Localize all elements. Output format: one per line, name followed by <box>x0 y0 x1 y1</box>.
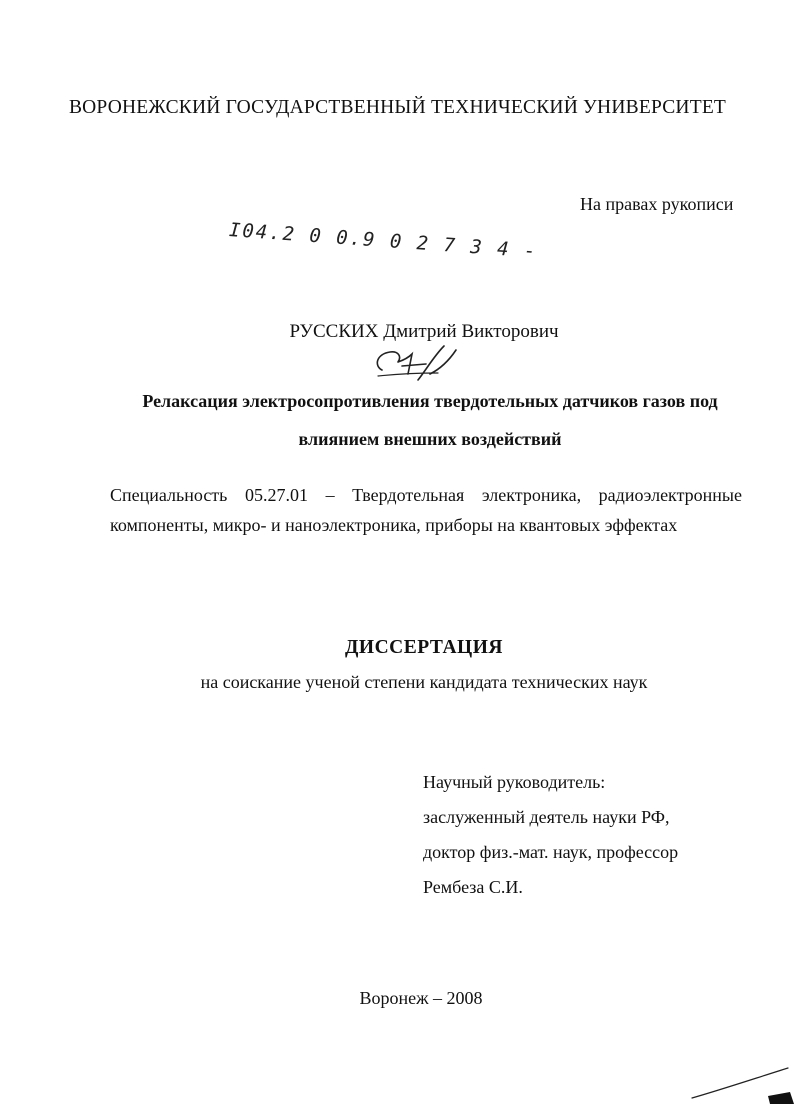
supervisor-name: Рембеза С.И. <box>423 877 523 897</box>
specialty-line-2: компоненты, микро- и наноэлектроника, приборы на квантовых эффектах <box>110 515 678 535</box>
library-stamp: І04.2 0 0.9 0 2 7 3 4 - <box>228 219 539 263</box>
supervisor-label: Научный руководитель: <box>423 772 606 792</box>
supervisor-honor: заслуженный деятель науки РФ, <box>423 807 670 827</box>
author-name: РУССКИХ Дмитрий Викторович <box>289 321 559 342</box>
dissertation-title: Релаксация электросопротивления твердотельных датчиков газов под влиянием внешних воздействий <box>142 391 718 449</box>
signature-image <box>368 340 468 386</box>
pen-stroke-mark <box>690 1058 795 1105</box>
supervisor-rank: доктор физ.-мат. наук, профессор <box>423 842 679 862</box>
city-year: Воронеж – 2008 <box>359 988 483 1008</box>
rights-note: На правах рукописи <box>580 194 734 214</box>
specialty-line-1: Специальность 05.27.01 – Твердотельная электроника, радиоэлектронные <box>110 485 742 505</box>
university-name: ВОРОНЕЖСКИЙ ГОСУДАРСТВЕННЫЙ ТЕХНИЧЕСКИЙ УНИВЕРСИТЕТ <box>68 97 727 118</box>
document-type: ДИССЕРТАЦИЯ <box>345 637 503 658</box>
degree-line: на соискание ученой степени кандидата технических наук <box>200 672 648 692</box>
specialty <box>110 480 742 540</box>
